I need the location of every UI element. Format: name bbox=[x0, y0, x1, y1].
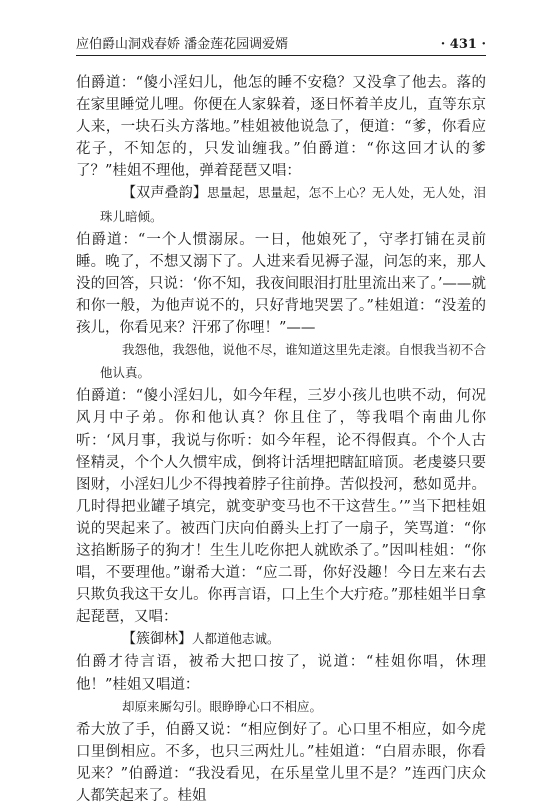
song-verse bbox=[76, 696, 486, 719]
song-lyric: 人都道他志诚。 bbox=[192, 631, 280, 647]
tune-title: 【双声叠韵】 bbox=[122, 185, 208, 202]
song-verse bbox=[76, 182, 486, 228]
song-lyric: 我怨他，我怨他，说他不尽，谁知道这里先走滚。自恨我当初不合他认真。 bbox=[100, 342, 486, 381]
page-body bbox=[76, 72, 486, 807]
chapter-title: 应伯爵山洞戏春娇 潘金莲花园调爱婿 bbox=[76, 37, 289, 52]
running-header bbox=[76, 33, 486, 56]
song-lyric: 思量起，思量起，怎不上心？无人处，无人处，泪珠儿暗倾。 bbox=[100, 185, 486, 224]
prose-paragraph: 伯爵才待言语，被希大把口按了，说道：“桂姐你唱，休理他！”桂姐又唱道： bbox=[76, 654, 486, 693]
prose-paragraph: 希大放了手，伯爵又说：“相应倒好了。心口里不相应，如今虎口里倒相应。不多，也只三两灶儿。”桂姐道：“白眉赤眼，你看见来？”伯爵道：“我没看见，在乐星堂儿里不是？”连西门庆众人都笑起来了。桂姐 bbox=[76, 721, 486, 804]
tune-title: 【簇御林】 bbox=[122, 631, 192, 648]
song-verse bbox=[76, 339, 486, 385]
prose-paragraph: 伯爵道：“傻小淫妇儿，如今年程，三岁小孩儿也哄不动，何况风月中子弟。你和他认真？你且住了，等我唱个南曲儿你听：‘风月事，我说与你听：如今年程，论不得假真。个个人古怪精灵，个个人久惯牢成，倒将计活埋把瞎缸暗顶。老虔婆只要图财，小淫妇儿少不得拽着脖子往前挣。苦似投河，愁如觅井。几时得把业罐子填完，就变驴变马也不干这营生。’”当下把桂姐说的哭起来了。被西门庆向伯爵头上打了一扇子，笑骂道：“你这掐断肠子的狗才！生生儿吃你把人就欧杀了。”因叫桂姐：“你唱，不要理他。”谢希大道：“应二哥，你好没趣！今日左来右去只欺负我这干女儿。你再言语，口上生个大疔疮。”那桂姐半日拿起琵琶，又唱： bbox=[76, 388, 486, 626]
prose-paragraph: 伯爵道：“傻小淫妇儿，他怎的睡不安稳？又没拿了他去。落的在家里睡觉儿哩。你便在人家躲着，逐日怀着羊皮儿，直等东京人来，一块石头方落地。”桂姐被他说急了，便道：“爹，你看应花子，不知怎的，只发讪缠我。”伯爵道：“你这回才认的爹了？”桂姐不理他，弹着琵琶又唱： bbox=[76, 75, 486, 180]
song-lyric: 却原来厮勾引。眼睁睁心口不相应。 bbox=[122, 698, 323, 714]
prose-paragraph: 伯爵道：“一个人惯溺尿。一日，他娘死了，守孝打铺在灵前睡。晚了，不想又溺下了。人进来看见褥子湿，问怎的来，那人没的回答，只说：‘你不知，我夜间眼泪打肚里流出来了。’——就和你一般，为他声说不的，只好背地哭罢了。”桂姐道：“没羞的孩儿，你看见来？汗邪了你哩！”—— bbox=[76, 231, 486, 337]
page-number: · 431 · bbox=[440, 37, 486, 52]
song-verse bbox=[76, 628, 486, 651]
